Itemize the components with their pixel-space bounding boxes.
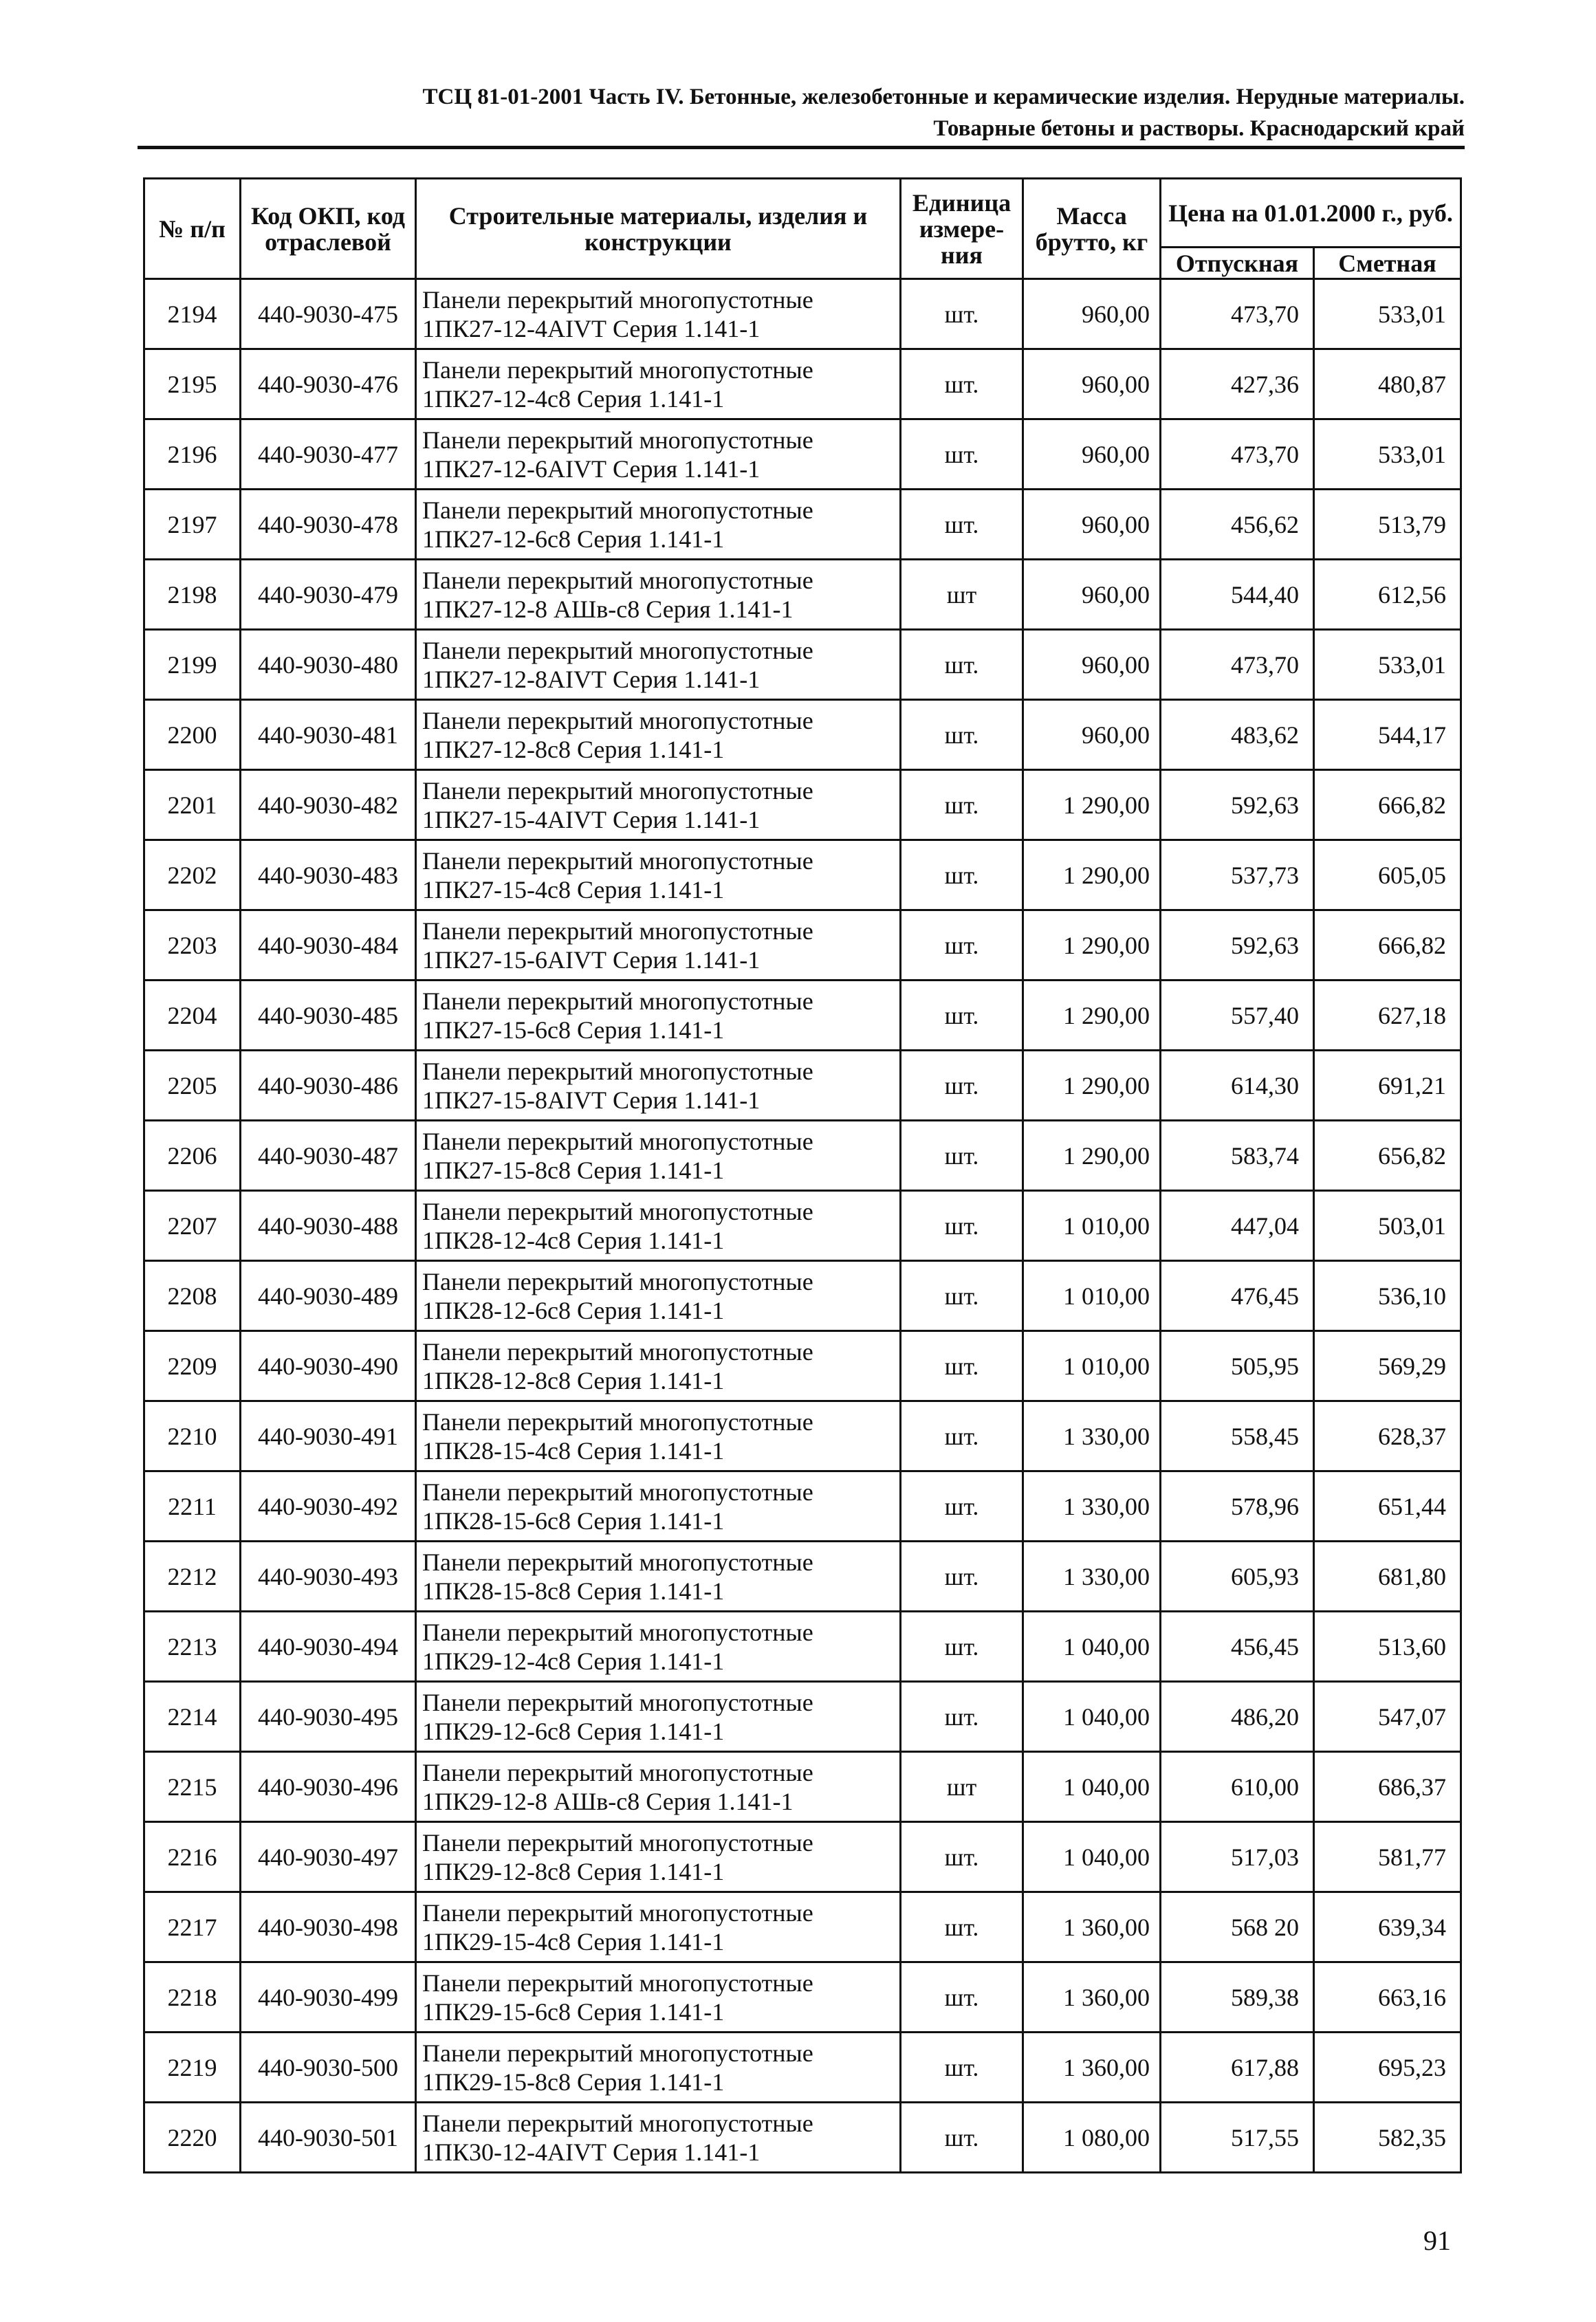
mass-cell: 1 040,00 [1023, 1822, 1161, 1892]
material-name-line2: 1ПК27-12-4с8 Серия 1.141-1 [422, 384, 725, 413]
table-row [144, 2033, 1461, 2103]
estimate-price-cell: 695,23 [1314, 2033, 1461, 2103]
mass-cell: 960,00 [1023, 279, 1161, 349]
okp-code-cell: 440-9030-479 [241, 560, 416, 630]
material-name-line2: 1ПК27-15-4с8 Серия 1.141-1 [422, 875, 725, 903]
table-row [144, 1471, 1461, 1542]
estimate-price-cell: 686,37 [1314, 1752, 1461, 1822]
material-name-line1: Панели перекрытий многопустотные [422, 1758, 813, 1786]
material-name-cell [416, 1752, 901, 1822]
release-price-cell: 537,73 [1161, 840, 1314, 910]
okp-code-cell: 440-9030-480 [241, 630, 416, 700]
table-row [144, 1261, 1461, 1331]
material-name-line1: Панели перекрытий многопустотные [422, 1197, 813, 1225]
row-number-cell: 2202 [144, 840, 241, 910]
material-name-cell [416, 349, 901, 419]
row-number-cell: 2206 [144, 1121, 241, 1191]
release-price-cell: 505,95 [1161, 1331, 1314, 1401]
unit-cell: шт. [901, 1471, 1023, 1542]
table-row [144, 700, 1461, 770]
estimate-price-cell: 639,34 [1314, 1892, 1461, 1962]
material-name-line1: Панели перекрытий многопустотные [422, 1478, 813, 1506]
okp-code-cell: 440-9030-501 [241, 2103, 416, 2173]
release-price-cell: 578,96 [1161, 1471, 1314, 1542]
material-name-line1: Панели перекрытий многопустотные [422, 1969, 813, 1997]
estimate-price-cell: 628,37 [1314, 1401, 1461, 1471]
material-name-line1: Панели перекрытий многопустотные [422, 1618, 813, 1646]
row-number-cell: 2204 [144, 981, 241, 1051]
header-rule [138, 146, 1465, 149]
table-row [144, 490, 1461, 560]
unit-cell: шт. [901, 1542, 1023, 1612]
material-name-line1: Панели перекрытий многопустотные [422, 496, 813, 524]
row-number-cell: 2219 [144, 2033, 241, 2103]
header-title-line2: Товарные бетоны и растворы. Краснодарский край [933, 116, 1465, 141]
table-row [144, 1331, 1461, 1401]
release-price-cell: 473,70 [1161, 630, 1314, 700]
row-number-cell: 2195 [144, 349, 241, 419]
release-price-cell: 592,63 [1161, 910, 1314, 981]
estimate-price-cell: 547,07 [1314, 1682, 1461, 1752]
material-name-cell [416, 1261, 901, 1331]
material-name-line1: Панели перекрытий многопустотные [422, 1898, 813, 1927]
release-price-cell: 568 20 [1161, 1892, 1314, 1962]
unit-cell: шт. [901, 1051, 1023, 1121]
material-name-line2: 1ПК28-12-8с8 Серия 1.141-1 [422, 1366, 725, 1394]
header-estimate-price: Сметная [1314, 248, 1461, 279]
estimate-price-cell: 691,21 [1314, 1051, 1461, 1121]
unit-cell: шт. [901, 840, 1023, 910]
okp-code-cell: 440-9030-500 [241, 2033, 416, 2103]
unit-cell: шт. [901, 1121, 1023, 1191]
mass-cell: 960,00 [1023, 560, 1161, 630]
table-body [144, 279, 1461, 2173]
unit-cell: шт. [901, 349, 1023, 419]
material-name-line1: Панели перекрытий многопустотные [422, 846, 813, 875]
material-name-cell [416, 630, 901, 700]
material-name-cell [416, 981, 901, 1051]
material-name-line2: 1ПК29-12-8 АШв-с8 Серия 1.141-1 [422, 1787, 794, 1815]
material-name-line1: Панели перекрытий многопустотные [422, 1057, 813, 1085]
material-name-line2: 1ПК28-12-6с8 Серия 1.141-1 [422, 1296, 725, 1324]
material-name-line1: Панели перекрытий многопустотные [422, 776, 813, 804]
okp-code-cell: 440-9030-492 [241, 1471, 416, 1542]
mass-cell: 1 040,00 [1023, 1612, 1161, 1682]
row-number-cell: 2212 [144, 1542, 241, 1612]
material-name-line1: Панели перекрытий многопустотные [422, 355, 813, 384]
table-row [144, 981, 1461, 1051]
row-number-cell: 2215 [144, 1752, 241, 1822]
header-mass: Масса брутто, кг [1023, 179, 1161, 279]
material-name-line1: Панели перекрытий многопустотные [422, 706, 813, 734]
material-name-line1: Панели перекрытий многопустотные [422, 426, 813, 454]
estimate-price-cell: 627,18 [1314, 981, 1461, 1051]
unit-cell: шт. [901, 419, 1023, 490]
unit-cell: шт. [901, 770, 1023, 840]
unit-cell: шт. [901, 1401, 1023, 1471]
okp-code-cell: 440-9030-482 [241, 770, 416, 840]
estimate-price-cell: 605,05 [1314, 840, 1461, 910]
unit-cell: шт. [901, 1682, 1023, 1752]
material-name-line2: 1ПК27-12-6с8 Серия 1.141-1 [422, 525, 725, 553]
material-name-line2: 1ПК27-15-4АIVТ Серия 1.141-1 [422, 805, 761, 833]
mass-cell: 1 290,00 [1023, 981, 1161, 1051]
material-name-line2: 1ПК28-12-4с8 Серия 1.141-1 [422, 1226, 725, 1254]
okp-code-cell: 440-9030-484 [241, 910, 416, 981]
release-price-cell: 614,30 [1161, 1051, 1314, 1121]
mass-cell: 1 330,00 [1023, 1542, 1161, 1612]
document-header [138, 81, 1465, 144]
okp-code-cell: 440-9030-475 [241, 279, 416, 349]
unit-cell: шт. [901, 490, 1023, 560]
unit-cell: шт. [901, 1962, 1023, 2033]
header-title-line1: ТСЦ 81-01-2001 Часть IV. Бетонные, железобетонные и керамические изделия. Нерудные материалы. [422, 85, 1465, 109]
unit-cell: шт. [901, 1331, 1023, 1401]
row-number-cell: 2207 [144, 1191, 241, 1261]
row-number-cell: 2196 [144, 419, 241, 490]
row-number-cell: 2208 [144, 1261, 241, 1331]
material-name-line2: 1ПК28-15-6с8 Серия 1.141-1 [422, 1507, 725, 1535]
material-name-line1: Панели перекрытий многопустотные [422, 917, 813, 945]
material-name-line1: Панели перекрытий многопустотные [422, 1337, 813, 1366]
estimate-price-cell: 569,29 [1314, 1331, 1461, 1401]
table-row [144, 1962, 1461, 2033]
mass-cell: 960,00 [1023, 419, 1161, 490]
release-price-cell: 617,88 [1161, 2033, 1314, 2103]
unit-cell: шт. [901, 279, 1023, 349]
header-material: Строительные материалы, изделия и конструкции [416, 179, 901, 279]
mass-cell: 1 290,00 [1023, 840, 1161, 910]
table-row [144, 910, 1461, 981]
unit-cell: шт [901, 560, 1023, 630]
estimate-price-cell: 503,01 [1314, 1191, 1461, 1261]
mass-cell: 1 330,00 [1023, 1471, 1161, 1542]
material-name-cell [416, 1962, 901, 2033]
estimate-price-cell: 681,80 [1314, 1542, 1461, 1612]
release-price-cell: 610,00 [1161, 1752, 1314, 1822]
okp-code-cell: 440-9030-496 [241, 1752, 416, 1822]
unit-cell: шт. [901, 1892, 1023, 1962]
unit-cell: шт. [901, 981, 1023, 1051]
material-name-line2: 1ПК28-15-4с8 Серия 1.141-1 [422, 1436, 725, 1465]
material-name-line1: Панели перекрытий многопустотные [422, 1267, 813, 1295]
table-row [144, 1892, 1461, 1962]
okp-code-cell: 440-9030-488 [241, 1191, 416, 1261]
header-code: Код ОКП, код отраслевой [241, 179, 416, 279]
material-name-line2: 1ПК27-15-6АIVТ Серия 1.141-1 [422, 945, 761, 974]
row-number-cell: 2214 [144, 1682, 241, 1752]
material-name-line2: 1ПК29-12-6с8 Серия 1.141-1 [422, 1717, 725, 1745]
material-name-line2: 1ПК27-15-8с8 Серия 1.141-1 [422, 1156, 725, 1184]
mass-cell: 1 290,00 [1023, 1051, 1161, 1121]
mass-cell: 960,00 [1023, 630, 1161, 700]
release-price-cell: 592,63 [1161, 770, 1314, 840]
material-name-cell [416, 1612, 901, 1682]
row-number-cell: 2199 [144, 630, 241, 700]
mass-cell: 1 290,00 [1023, 770, 1161, 840]
price-table [143, 177, 1462, 2173]
table-row [144, 1822, 1461, 1892]
estimate-price-cell: 513,79 [1314, 490, 1461, 560]
material-name-line1: Панели перекрытий многопустотные [422, 2039, 813, 2067]
material-name-cell [416, 770, 901, 840]
release-price-cell: 483,62 [1161, 700, 1314, 770]
row-number-cell: 2210 [144, 1401, 241, 1471]
row-number-cell: 2209 [144, 1331, 241, 1401]
estimate-price-cell: 651,44 [1314, 1471, 1461, 1542]
material-name-cell [416, 419, 901, 490]
material-name-line1: Панели перекрытий многопустотные [422, 987, 813, 1015]
mass-cell: 1 360,00 [1023, 1962, 1161, 2033]
material-name-line2: 1ПК30-12-4АIVТ Серия 1.141-1 [422, 2138, 761, 2166]
material-name-line2: 1ПК27-15-8АIVТ Серия 1.141-1 [422, 1086, 761, 1114]
table-row [144, 560, 1461, 630]
release-price-cell: 544,40 [1161, 560, 1314, 630]
row-number-cell: 2217 [144, 1892, 241, 1962]
material-name-line2: 1ПК27-12-4АIVТ Серия 1.141-1 [422, 314, 761, 342]
estimate-price-cell: 581,77 [1314, 1822, 1461, 1892]
okp-code-cell: 440-9030-478 [241, 490, 416, 560]
material-name-line1: Панели перекрытий многопустотные [422, 1688, 813, 1716]
material-name-cell [416, 1191, 901, 1261]
mass-cell: 1 330,00 [1023, 1401, 1161, 1471]
page-number: 91 [1423, 2225, 1451, 2256]
estimate-price-cell: 656,82 [1314, 1121, 1461, 1191]
okp-code-cell: 440-9030-483 [241, 840, 416, 910]
row-number-cell: 2213 [144, 1612, 241, 1682]
table-row [144, 840, 1461, 910]
estimate-price-cell: 663,16 [1314, 1962, 1461, 2033]
mass-cell: 1 040,00 [1023, 1682, 1161, 1752]
row-number-cell: 2198 [144, 560, 241, 630]
release-price-cell: 517,55 [1161, 2103, 1314, 2173]
mass-cell: 960,00 [1023, 700, 1161, 770]
material-name-cell [416, 279, 901, 349]
release-price-cell: 473,70 [1161, 279, 1314, 349]
okp-code-cell: 440-9030-485 [241, 981, 416, 1051]
estimate-price-cell: 480,87 [1314, 349, 1461, 419]
material-name-cell [416, 1682, 901, 1752]
okp-code-cell: 440-9030-494 [241, 1612, 416, 1682]
mass-cell: 1 010,00 [1023, 1331, 1161, 1401]
header-num: № п/п [144, 179, 241, 279]
material-name-cell [416, 840, 901, 910]
release-price-cell: 558,45 [1161, 1401, 1314, 1471]
estimate-price-cell: 536,10 [1314, 1261, 1461, 1331]
material-name-line1: Панели перекрытий многопустотные [422, 566, 813, 594]
release-price-cell: 605,93 [1161, 1542, 1314, 1612]
unit-cell: шт. [901, 1822, 1023, 1892]
header-unit: Единица измере-ния [901, 179, 1023, 279]
row-number-cell: 2205 [144, 1051, 241, 1121]
unit-cell: шт. [901, 700, 1023, 770]
material-name-line1: Панели перекрытий многопустотные [422, 1408, 813, 1436]
unit-cell: шт. [901, 910, 1023, 981]
table-row [144, 279, 1461, 349]
material-name-line1: Панели перекрытий многопустотные [422, 1127, 813, 1155]
material-name-line2: 1ПК28-15-8с8 Серия 1.141-1 [422, 1577, 725, 1605]
material-name-cell [416, 2033, 901, 2103]
unit-cell: шт. [901, 2033, 1023, 2103]
table-header [144, 179, 1461, 279]
okp-code-cell: 440-9030-490 [241, 1331, 416, 1401]
mass-cell: 1 040,00 [1023, 1752, 1161, 1822]
material-name-line2: 1ПК27-15-6с8 Серия 1.141-1 [422, 1016, 725, 1044]
table-row [144, 770, 1461, 840]
material-name-cell [416, 1471, 901, 1542]
row-number-cell: 2201 [144, 770, 241, 840]
mass-cell: 1 010,00 [1023, 1261, 1161, 1331]
release-price-cell: 473,70 [1161, 419, 1314, 490]
material-name-line2: 1ПК29-15-6с8 Серия 1.141-1 [422, 1997, 725, 2026]
estimate-price-cell: 612,56 [1314, 560, 1461, 630]
material-name-cell [416, 1822, 901, 1892]
table-row [144, 1401, 1461, 1471]
material-name-line1: Панели перекрытий многопустотные [422, 1828, 813, 1856]
table-row [144, 349, 1461, 419]
mass-cell: 1 290,00 [1023, 910, 1161, 981]
material-name-cell [416, 1542, 901, 1612]
okp-code-cell: 440-9030-497 [241, 1822, 416, 1892]
row-number-cell: 2197 [144, 490, 241, 560]
table-row [144, 419, 1461, 490]
okp-code-cell: 440-9030-481 [241, 700, 416, 770]
row-number-cell: 2194 [144, 279, 241, 349]
estimate-price-cell: 533,01 [1314, 630, 1461, 700]
header-price: Цена на 01.01.2000 г., руб. [1161, 179, 1461, 248]
release-price-cell: 476,45 [1161, 1261, 1314, 1331]
table-row [144, 1051, 1461, 1121]
material-name-line2: 1ПК27-12-6АIVТ Серия 1.141-1 [422, 454, 761, 483]
material-name-line2: 1ПК27-12-8 АШв-с8 Серия 1.141-1 [422, 595, 794, 623]
table-row [144, 1191, 1461, 1261]
mass-cell: 1 360,00 [1023, 1892, 1161, 1962]
mass-cell: 1 010,00 [1023, 1191, 1161, 1261]
material-name-line2: 1ПК27-12-8АIVТ Серия 1.141-1 [422, 665, 761, 693]
material-name-line2: 1ПК29-15-8с8 Серия 1.141-1 [422, 2068, 725, 2096]
release-price-cell: 427,36 [1161, 349, 1314, 419]
mass-cell: 1 360,00 [1023, 2033, 1161, 2103]
okp-code-cell: 440-9030-477 [241, 419, 416, 490]
table-row [144, 1682, 1461, 1752]
unit-cell: шт. [901, 1191, 1023, 1261]
estimate-price-cell: 582,35 [1314, 2103, 1461, 2173]
header-release-price: Отпускная [1161, 248, 1314, 279]
material-name-line2: 1ПК29-12-8с8 Серия 1.141-1 [422, 1857, 725, 1885]
unit-cell: шт [901, 1752, 1023, 1822]
table-row [144, 1612, 1461, 1682]
okp-code-cell: 440-9030-489 [241, 1261, 416, 1331]
material-name-line1: Панели перекрытий многопустотные [422, 636, 813, 664]
material-name-cell [416, 2103, 901, 2173]
okp-code-cell: 440-9030-498 [241, 1892, 416, 1962]
material-name-line1: Панели перекрытий многопустотные [422, 285, 813, 314]
material-name-line2: 1ПК27-12-8с8 Серия 1.141-1 [422, 735, 725, 763]
release-price-cell: 517,03 [1161, 1822, 1314, 1892]
release-price-cell: 557,40 [1161, 981, 1314, 1051]
row-number-cell: 2216 [144, 1822, 241, 1892]
okp-code-cell: 440-9030-491 [241, 1401, 416, 1471]
material-name-line1: Панели перекрытий многопустотные [422, 2109, 813, 2137]
material-name-cell [416, 1401, 901, 1471]
release-price-cell: 456,45 [1161, 1612, 1314, 1682]
unit-cell: шт. [901, 1612, 1023, 1682]
estimate-price-cell: 533,01 [1314, 279, 1461, 349]
material-name-cell [416, 1892, 901, 1962]
material-name-cell [416, 910, 901, 981]
table-row [144, 1542, 1461, 1612]
material-name-cell [416, 490, 901, 560]
release-price-cell: 589,38 [1161, 1962, 1314, 2033]
okp-code-cell: 440-9030-495 [241, 1682, 416, 1752]
material-name-cell [416, 1331, 901, 1401]
estimate-price-cell: 666,82 [1314, 910, 1461, 981]
mass-cell: 1 290,00 [1023, 1121, 1161, 1191]
unit-cell: шт. [901, 2103, 1023, 2173]
table-row [144, 1121, 1461, 1191]
material-name-line2: 1ПК29-15-4с8 Серия 1.141-1 [422, 1927, 725, 1956]
material-name-line2: 1ПК29-12-4с8 Серия 1.141-1 [422, 1647, 725, 1675]
release-price-cell: 456,62 [1161, 490, 1314, 560]
table-row [144, 2103, 1461, 2173]
release-price-cell: 486,20 [1161, 1682, 1314, 1752]
material-name-line1: Панели перекрытий многопустотные [422, 1548, 813, 1576]
okp-code-cell: 440-9030-499 [241, 1962, 416, 2033]
unit-cell: шт. [901, 1261, 1023, 1331]
material-name-cell [416, 1121, 901, 1191]
material-name-cell [416, 700, 901, 770]
unit-cell: шт. [901, 630, 1023, 700]
estimate-price-cell: 513,60 [1314, 1612, 1461, 1682]
row-number-cell: 2220 [144, 2103, 241, 2173]
okp-code-cell: 440-9030-493 [241, 1542, 416, 1612]
estimate-price-cell: 544,17 [1314, 700, 1461, 770]
row-number-cell: 2203 [144, 910, 241, 981]
mass-cell: 960,00 [1023, 349, 1161, 419]
okp-code-cell: 440-9030-486 [241, 1051, 416, 1121]
material-name-cell [416, 1051, 901, 1121]
row-number-cell: 2218 [144, 1962, 241, 2033]
release-price-cell: 583,74 [1161, 1121, 1314, 1191]
estimate-price-cell: 533,01 [1314, 419, 1461, 490]
table-row [144, 1752, 1461, 1822]
row-number-cell: 2200 [144, 700, 241, 770]
material-name-cell [416, 560, 901, 630]
table-row [144, 630, 1461, 700]
okp-code-cell: 440-9030-476 [241, 349, 416, 419]
mass-cell: 1 080,00 [1023, 2103, 1161, 2173]
mass-cell: 960,00 [1023, 490, 1161, 560]
release-price-cell: 447,04 [1161, 1191, 1314, 1261]
row-number-cell: 2211 [144, 1471, 241, 1542]
okp-code-cell: 440-9030-487 [241, 1121, 416, 1191]
estimate-price-cell: 666,82 [1314, 770, 1461, 840]
